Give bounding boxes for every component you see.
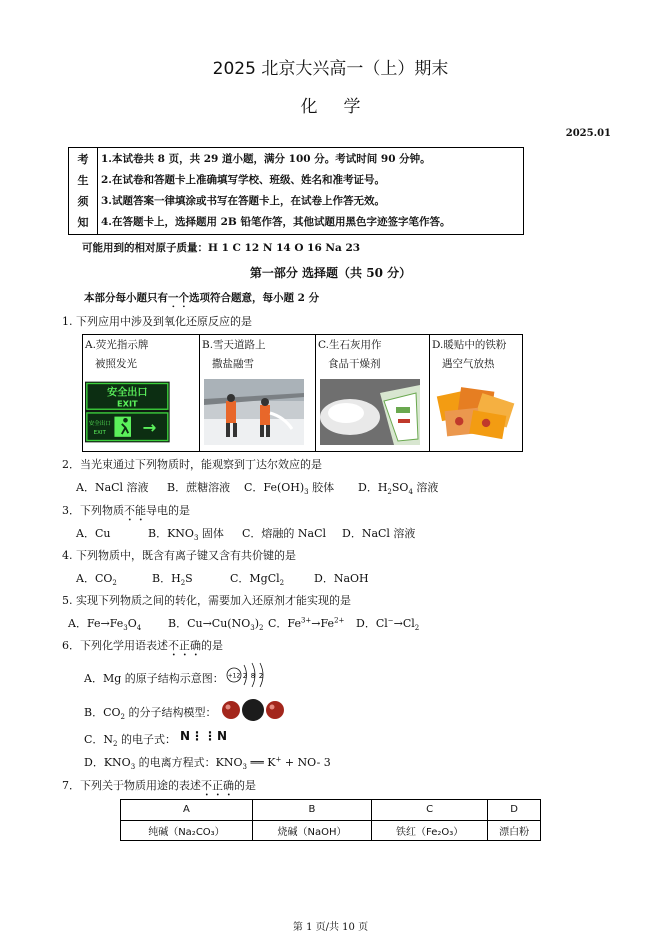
q5-option-d: D．$Cl^-\to Cl_2$: [356, 616, 420, 633]
svg-text:EXIT: EXIT: [93, 430, 106, 437]
q5-option-a: A．$Fe\to Fe_3O_4$: [68, 617, 142, 633]
q5-option-b: B．$Cu\to Cu(NO_3)_2$: [168, 617, 264, 633]
q2-option-b: B．蔗糖溶液: [167, 481, 231, 494]
q2-option-a: A．NaCl 溶液: [76, 481, 149, 494]
table-cell: 漂白粉: [488, 820, 541, 841]
notice-line: 1.本试卷共 8 页，共 29 道小题，满分 100 分。考试时间 90 分钟。: [101, 153, 431, 165]
exam-notice-box: [68, 147, 524, 235]
q6-option-a: A．Mg 的原子结构示意图：: [84, 672, 224, 685]
table-cell: 烧碱（NaOH）: [252, 820, 371, 841]
q3-option-a: A．Cu: [76, 527, 111, 540]
q3-option-b: B．$KNO_3$ 固体: [148, 527, 224, 543]
q2-option-d: D．$H_2SO_4$ 溶液: [358, 481, 439, 497]
notice-side-char: 考: [77, 153, 89, 166]
question-stem: 5. 实现下列物质之间的转化，需要加入还原剂才能实现的是: [62, 594, 351, 607]
notice-line: 3.试题答案一律填涂或书写在答题卡上，在试卷上作答无效。: [101, 195, 385, 207]
co2-molecule-model-icon: [220, 698, 286, 722]
notice-line: 2.在试卷和答题卡上准确填写学校、班级、姓名和准考证号。: [101, 174, 385, 186]
heat-pads-photo: [434, 379, 518, 445]
q6-option-b: B．$CO_2$ 的分子结构模型：: [84, 706, 217, 722]
question-stem: 2．当光束通过下列物质时，能观察到丁达尔效应的是: [62, 458, 322, 471]
table-row: [121, 820, 541, 841]
q6-option-d: D．$KNO_3$ 的电离方程式：$KNO_3$ ══ K+ + NO- 3: [84, 755, 331, 772]
part-instruction: 本部分每小题只有一个选项符合题意，每小题 2 分: [84, 292, 320, 304]
table-cell: 纯碱（Na₂CO₃）: [121, 820, 253, 841]
table-header-cell: B: [252, 800, 371, 821]
svg-text:安全出口: 安全出口: [88, 420, 111, 427]
q3-option-c: C．熔融的 NaCl: [242, 527, 327, 540]
page-title: 2025 北京大兴高一（上）期末: [212, 59, 449, 79]
q1-option-b: B.雪天道路上 撒盐融雪: [200, 335, 316, 451]
question-stem: 4. 下列物质中，既含有离子键又含有共价键的是: [62, 549, 296, 562]
notice-side-char: 生: [77, 174, 89, 187]
q1-option-d: D.暖贴中的铁粉 遇空气放热: [430, 335, 522, 451]
desiccant-packet-photo: [320, 379, 420, 445]
question-stem: 6．下列化学用语表述不正确的是: [62, 639, 223, 652]
page-number: 第 1 页/共 10 页: [292, 922, 369, 933]
question-stem: 3．下列物质不能导电的是: [62, 504, 190, 517]
svg-text:安全出口: 安全出口: [107, 387, 148, 399]
n2-electron-formula: N⋮⋮N: [180, 729, 229, 743]
table-row: [121, 800, 541, 821]
table-header-cell: D: [488, 800, 541, 821]
notice-line: 4.在答题卡上，选择题用 2B 铅笔作答，其他试题用黑色字迹签字笔作答。: [101, 216, 451, 228]
q1-image-table: [82, 334, 523, 452]
q7-table: [120, 799, 541, 841]
q3-option-d: D．NaCl 溶液: [342, 527, 416, 540]
table-header-cell: A: [121, 800, 253, 821]
q4-option-c: C．MgCl$_2$: [230, 572, 285, 588]
notice-side-char: 知: [77, 216, 89, 229]
q2-option-c: C．$Fe(OH)_3$ 胶体: [244, 481, 335, 497]
svg-text:2: 2: [258, 672, 264, 680]
q4-option-d: D．NaOH: [314, 572, 369, 585]
svg-text:2: 2: [242, 672, 248, 680]
table-header-cell: C: [372, 800, 488, 821]
svg-text:EXIT: EXIT: [116, 398, 138, 409]
q4-option-b: B．$H_2S$: [152, 572, 193, 588]
part-title: 第一部分 选择题（共 50 分）: [249, 266, 412, 280]
svg-text:→: →: [142, 418, 157, 438]
notice-side-label: [69, 148, 98, 234]
subject-title: 化学: [300, 97, 387, 117]
q1-option-a: A.荧光指示牌 被照发光 安全出口 EXIT 安全出口 EXIT →: [83, 335, 200, 451]
q6-option-c: C．$N_2$ 的电子式：: [84, 733, 177, 749]
table-cell: 铁红（Fe₂O₃）: [372, 820, 488, 841]
exit-sign-icon: [85, 379, 177, 445]
svg-text:8: 8: [250, 672, 256, 680]
q1-option-c: C.生石灰用作 食品干燥剂: [316, 335, 430, 451]
svg-text:+12: +12: [227, 672, 241, 680]
exam-date: 2025.01: [565, 128, 611, 139]
question-stem: 7．下列关于物质用途的表述不正确的是: [62, 779, 256, 792]
notice-side-char: 须: [77, 195, 89, 208]
question-stem: 1. 下列应用中涉及到氧化还原反应的是: [62, 315, 252, 328]
atomic-masses: 可能用到的相对原子质量：H 1 C 12 N 14 O 16 Na 23: [82, 242, 361, 254]
q5-option-c: C．$Fe^{3+}\to Fe^{2+}$: [268, 616, 345, 630]
road-salt-photo: [204, 379, 304, 445]
q4-option-a: A．$CO_2$: [76, 572, 117, 588]
mg-atom-structure-icon: [226, 660, 270, 690]
